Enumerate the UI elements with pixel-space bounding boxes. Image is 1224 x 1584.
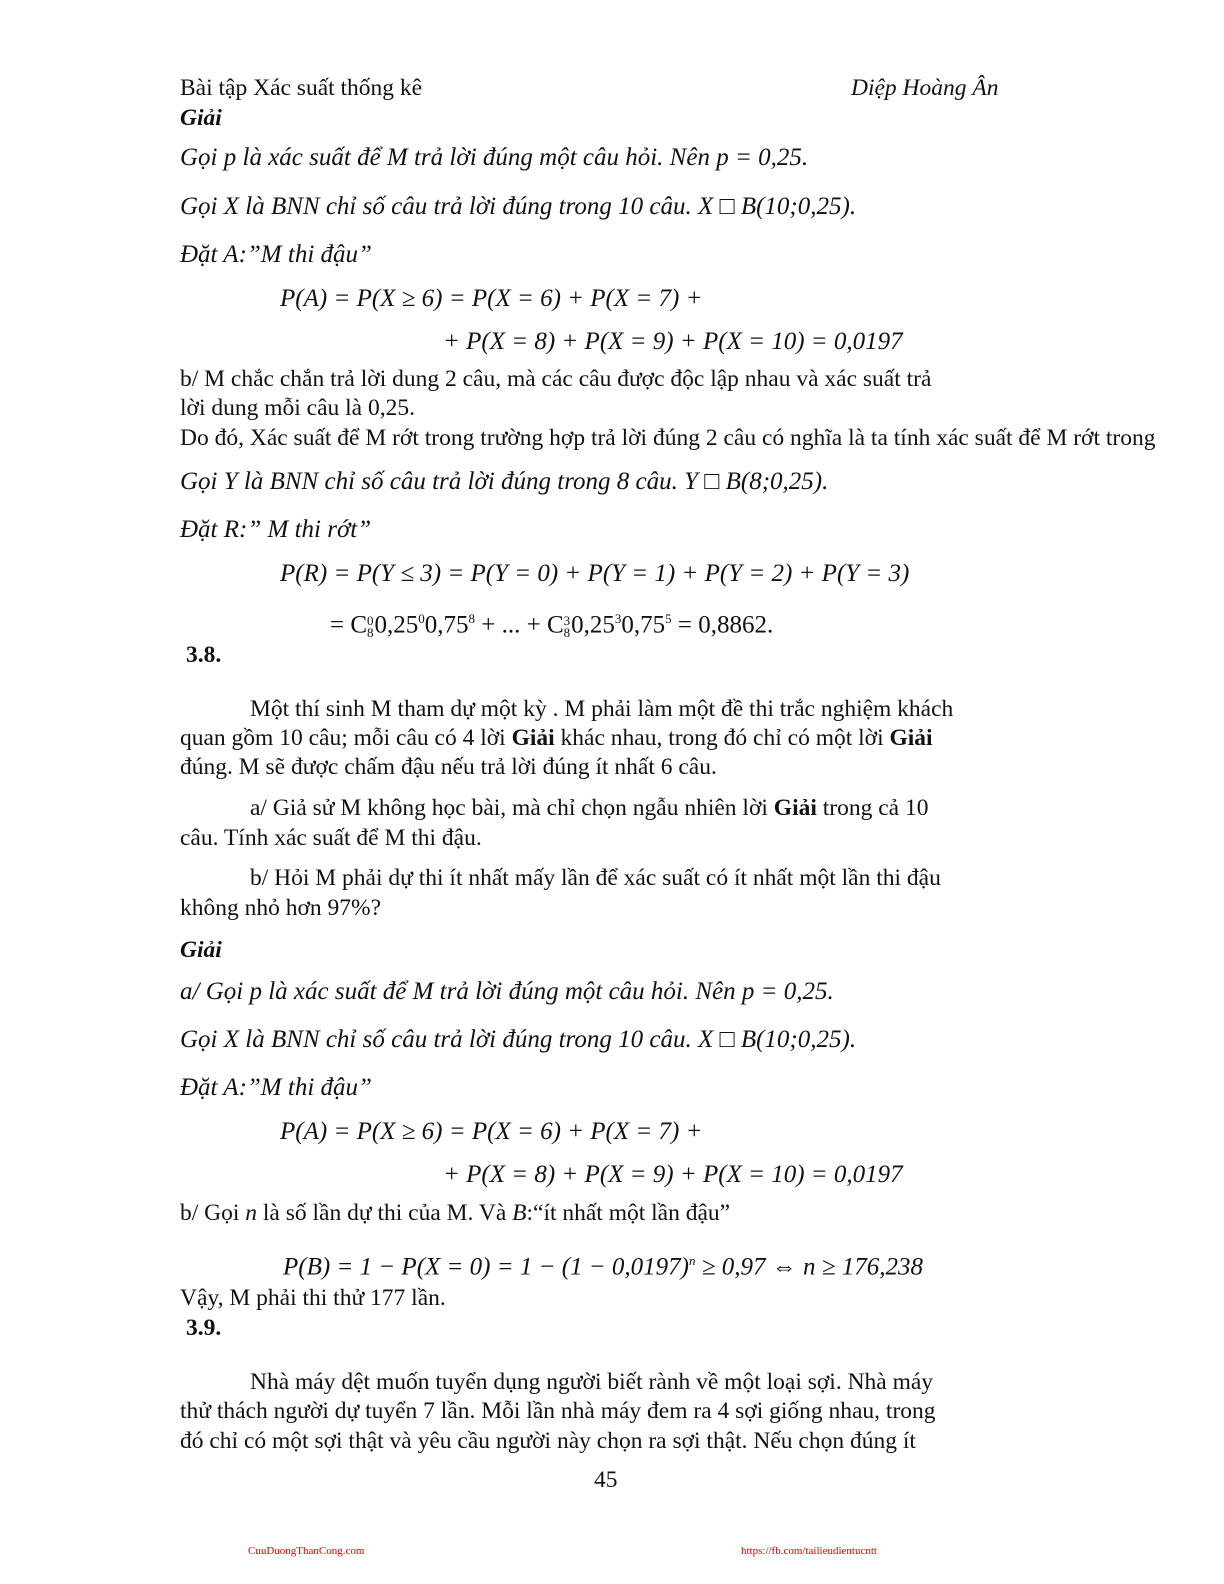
header-title: Bài tập Xác suất thống kê <box>180 75 423 101</box>
text-line: Gọi X là BNN chỉ số câu trả lời đúng trong 10 câu. X □ B(10;0,25). <box>180 193 857 220</box>
text-line: Một thí sinh M tham dự một kỳ . M phải làm một đề thi trắc nghiệm khách <box>250 696 954 722</box>
text-line: Đặt R:” M thi rớt” <box>180 516 372 543</box>
formula: P(A) = P(X ≥ 6) = P(X = 6) + P(X = 7) + <box>280 1118 703 1145</box>
text-line: Gọi p là xác suất để M trả lời đúng một câu hỏi. Nên p = 0,25. <box>180 144 809 171</box>
text-line: Do đó, Xác suất để M rớt trong trường hợp trả lời đúng 2 câu có nghĩa là ta tính xác suất để M rớt trong <box>180 425 1156 451</box>
page-number: 45 <box>594 1467 618 1493</box>
text-line: đúng. M sẽ được chấm đậu nếu trả lời đúng ít nhất 6 câu. <box>180 754 717 780</box>
text-line: b/ M chắc chắn trả lời dung 2 câu, mà các câu được độc lập nhau và xác suất trả <box>180 366 932 392</box>
formula: $P(B) = 1 - P(X = 0) = 1 - (1 - 0,0197)^n \ge 0,97$ ⇔ n ≥ 176,238 <box>283 1253 923 1281</box>
formula: P(A) = P(X ≥ 6) = P(X = 6) + P(X = 7) + <box>280 285 703 312</box>
text-line: Vậy, M phải thi thử 177 lần. <box>180 1285 446 1311</box>
text-line: b/ Gọi n là số lần dự thi của M. Và B:“ít nhất một lần đậu” <box>180 1200 731 1226</box>
text-line: Nhà máy dệt muốn tuyển dụng người biết rành về một loại sợi. Nhà máy <box>250 1369 934 1395</box>
text-line: thử thách người dự tuyển 7 lần. Mỗi lần nhà máy đem ra 4 sợi giống nhau, trong <box>180 1398 936 1424</box>
formula: + P(X = 8) + P(X = 9) + P(X = 10) = 0,0197 <box>443 328 903 355</box>
formula: P(R) = P(Y ≤ 3) = P(Y = 0) + P(Y = 1) + P(Y = 2) + P(Y = 3) <box>280 560 910 587</box>
header-author: Diệp Hoàng Ân <box>851 75 999 101</box>
text-line: b/ Hỏi M phải dự thi ít nhất mấy lần để xác suất có ít nhất một lần thi đậu <box>250 865 941 891</box>
text-line: đó chỉ có một sợi thật và yêu cầu người này chọn ra sợi thật. Nếu chọn đúng ít <box>180 1428 916 1454</box>
text-line: Gọi X là BNN chỉ số câu trả lời đúng trong 10 câu. X □ B(10;0,25). <box>180 1026 857 1053</box>
text-line: lời dung mỗi câu là 0,25. <box>180 395 415 421</box>
text-line: không nhỏ hơn 97%? <box>180 895 382 921</box>
footer-link-left[interactable]: CuuDuongThanCong.com <box>248 1545 365 1557</box>
text-line: quan gồm 10 câu; mỗi câu có 4 lời Giải khác nhau, trong đó chỉ có một lời Giải <box>180 725 933 751</box>
text-line: a/ Gọi p là xác suất để M trả lời đúng một câu hỏi. Nên p = 0,25. <box>180 978 834 1005</box>
text-line: Gọi Y là BNN chỉ số câu trả lời đúng trong 8 câu. Y □ B(8;0,25). <box>180 468 829 495</box>
section-number: 3.9. <box>186 1315 222 1341</box>
section-number: 3.8. <box>186 642 222 668</box>
solution-heading: Giải <box>180 105 222 131</box>
formula: + P(X = 8) + P(X = 9) + P(X = 10) = 0,0197 <box>443 1161 903 1188</box>
text-line: câu. Tính xác suất để M thi đậu. <box>180 825 482 851</box>
text-line: Đặt A:”M thi đậu” <box>180 241 372 268</box>
footer-link-right[interactable]: https://fb.com/tailieudientucntt <box>741 1545 877 1557</box>
solution-heading: Giải <box>180 937 222 963</box>
text-line: a/ Giả sử M không học bài, mà chỉ chọn ngẫu nhiên lời Giải trong cả 10 <box>250 795 929 821</box>
text-line: Đặt A:”M thi đậu” <box>180 1074 372 1101</box>
formula: = C0 $80,25^00,75^8$ + ... + C3 $80,25^30,75^5 = 0,8862$. <box>330 611 774 640</box>
